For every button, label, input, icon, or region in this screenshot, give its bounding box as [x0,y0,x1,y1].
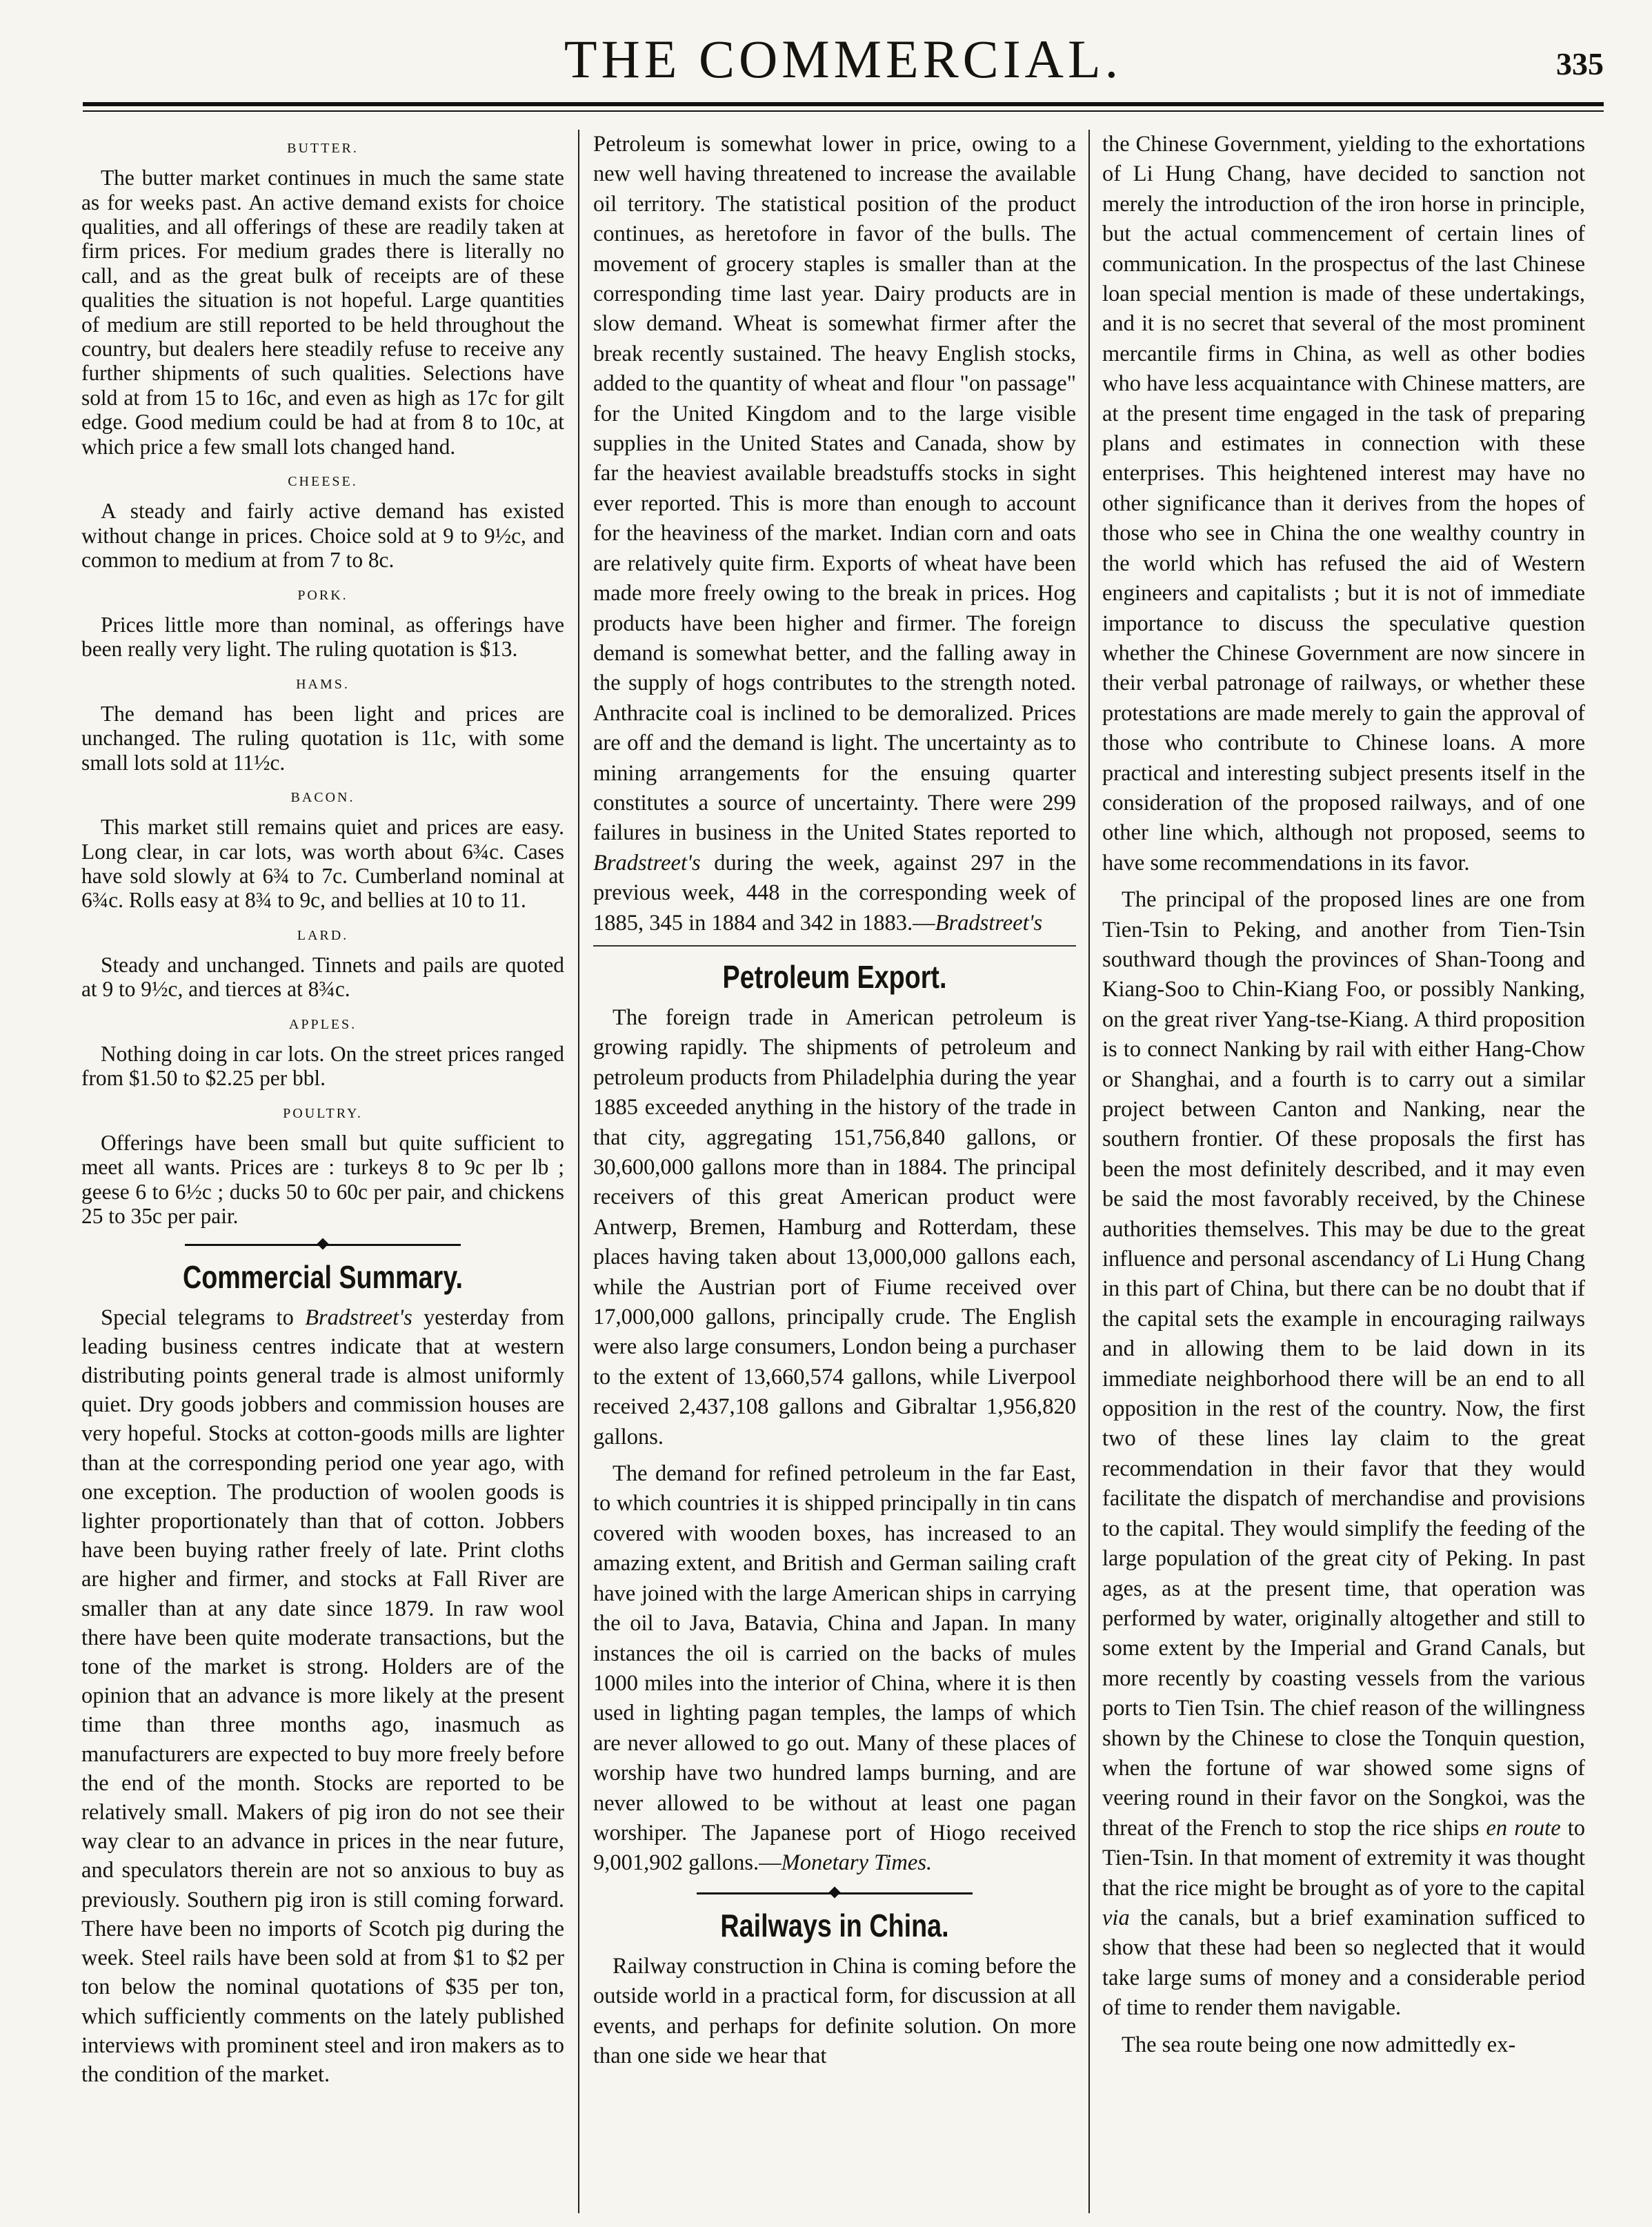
paragraph-railways-continued: the Chinese Government, yielding to the exhortations of Li Hung Chang, have decided to sanction not merely the introduction of the iron horse in principle, but the actual commencement of certain lines of communication. In the prospectus of the last Chinese loan special mention is made of these undertakings, and it is no secret that several of the most prominent mercantile firms in China, as well as other bodies who have less acquaintance with Chinese matters, are at the present time engaged in the task of preparing plans and estimates in connection with these enterprises. This heightened interest may have no other significance than it derives from the hopes of those who see in China the one wealthy country in the world which has refused the aid of Western engineers and capitalists ; but it is not of immediate importance to discuss the speculative question whether the Chinese Government are now sincere in their verbal patronage of railways, or whether these protestations are made merely to gain the approval of those who contribute to Chinese loans. A more practical and interesting subject presents itself in the consideration of the proposed railways, and of one other line which, although not proposed, seems to have some recommendations in its favor. [1102,132,1585,875]
column-divider [1088,130,1090,2213]
section-heading-bacon: BACON. [290,789,355,805]
paragraph-pork: Prices little more than nominal, as offerings have been really very light. The ruling quotation is $13. [81,612,564,662]
paragraph-petroleum-1: The foreign trade in American petroleum is growing rapidly. The shipments of petroleum and petroleum products from Philadelphia during the year 1885 exceeded anything in the history of the trade in that city, aggregating 151,756,840 gallons, or 30,600,000 gallons more than in 1884. The principal receivers of this great American product were Antwerp, Bremen, Hamburg and Rotterdam, these places having taken about 13,000,000 gallons each, while the Austrian port of Fiume received over 17,000,000 gallons, principally crude. The English were also large consumers, London being a purchaser to the extent of 13,660,574 gallons, while Liverpool received 2,437,108 gallons and Gibraltar 1,956,820 gallons. [593,1004,1076,1449]
paragraph-railways-2: The principal of the proposed lines are one from Tien-Tsin to Peking, and another from Tien-Tsin southward though the provinces of Shan-Toong and Kiang-Soo to Chin-Kiang Foo, or possibly Nanking, on the great river Yang-tse-Kiang. A third proposition is to connect Nanking by rail with either Hang-Chow or Shanghai, and a fourth is to carry out a similar project between Canton and Nanking, near the southern frontier. Of these proposals the first has been the most definitely described, and it may even be said the most favorably received, by the Chinese authorities themselves. This may be due to the great influence and personal ascendancy of Li Hung Chang in this part of China, but there can be no doubt that if the capital sets the example in encouraging railways and in allowing them to be laid down in its immediate neighborhood there will be an end to all opposition in the rest of the country. Now, the first two of these lines lay claim to the great recommendation in their favor that they would facilitate the dispatch of merchandise and provisions to the capital. They would simplify the feeding of the large population of the great city of Peking. In past ages, as at the present time, that operation was performed by water, originally altogether and still to some extent by the Imperial and Grand Canals, but more recently by coasting vessels from the various ports to Tien Tsin. The chief reason of the willingness shown by the Chinese to close the Tonquin question, when the fortune of war showed some signs of veering round in their favor on the Songkoi, was the threat of the French to stop the rice ships en route to Tien-Tsin. In that moment of extremity it was thought that the rice might be brought as of yore to the capital via the canals, but a brief examination sufficed to show that these had been so neglected that it would take large sums of money and a considerable period of time to render them navigable. [1102,887,1585,2021]
section-heading-lard: LARD. [297,927,349,943]
headline-commercial-summary: Commercial Summary. [182,1258,464,1295]
source-citation: Bradstreet's [305,1305,412,1330]
section-heading-butter: BUTTER. [287,141,359,156]
article-rule [593,945,1076,947]
paragraph-lard: Steady and unchanged. Tinnets and pails are quoted at 9 to 9½c, and tierces at 8¾c. [81,952,564,1002]
paragraph-cheese: A steady and fairly active demand has existed without change in prices. Choice sold at 9 to 9½c, and common to medium at from 7 to 8c. [81,499,564,573]
section-heading-pork: PORK. [297,587,348,603]
article-divider [593,1885,1076,1901]
section-heading-hams: HAMS. [296,676,350,692]
page-number: 335 [1556,46,1604,81]
column-1 [81,130,564,2199]
paragraph-commercial-summary: Special telegrams to Bradstreet's yesterday from leading business centres indicate that at western distributing points general trade is almost uniformly quiet. Dry goods jobbers and commission houses are very hopeful. Stocks at cotton-goods mills are lighter than at the corresponding period one year ago, with one exception. The production of woolen goods is lighter proportionately than that of cotton. Jobbers have been buying rather freely of late. Print cloths are higher and firmer, and stocks at Fall River are smaller than at any date since 1879. In raw wool there have been quite moderate transactions, but the tone of the market is strong. Holders are of the opinion that an advance is more likely at the present time than three months ago, inasmuch as manufacturers are expected to buy more freely before the end of the month. Stocks are reported to be relatively small. Makers of pig iron do not see their way clear to an advance in prices in the near future, and speculators therein are not so anxious to buy as previously. Southern pig iron is still coming forward. There have been no imports of Scotch pig during the week. Steel rails have been sold at from $1 to $2 per ton below the nominal quotations of $35 per ton, which sufficiently comments on the lately published interviews with prominent steel and iron makers as to the condition of the market. [81,1305,564,2087]
paragraph-petroleum-2: The demand for refined petroleum in the far East, to which countries it is shipped principally in tin cans covered with wooden boxes, has increased to an amazing extent, and British and German sailing craft have joined with the large American ships in carrying the oil to Java, Batavia, China and Japan. In many instances the oil is carried on the backs of mules 1000 miles into the interior of China, where it is then used in lighting pagan temples, the lamps of which are never allowed to go out. Many of these places of worship have two hundred lamps burning, and are never allowed to be without at least one pagan worshiper. The Japanese port of Hiogo received 9,001,902 gallons.—Monetary Times. [593,1461,1076,1876]
paragraph-poultry: Offerings have been small but quite sufficient to meet all wants. Prices are : turkeys 8 to 9c per lb ; geese 6 to 6½c ; ducks 50 to 60c per pair, and chickens 25 to 35c per pair. [81,1131,564,1229]
header-rule-thin [83,110,1604,112]
paragraph-hams: The demand has been light and prices are unchanged. The ruling quotation is 11c, with some small lots sold at 11½c. [81,701,564,775]
section-heading-cheese: CHEESE. [288,474,358,490]
paragraph-railways-3: The sea route being one now admittedly ex- [1122,2032,1516,2057]
column-divider [578,130,579,2213]
newspaper-title: THE COMMERCIAL. [564,29,1123,89]
source-signature: Bradstreet's [935,910,1043,936]
paragraph-railways-1: Railway construction in China is coming before the outside world in a practical form, for discussion at all events, and perhaps for definite solution. On more than one side we hear that [593,1953,1076,2068]
headline-railways-in-china: Railways in China. [720,1907,949,1943]
header-rule-thick [83,102,1604,106]
article-divider [81,1237,564,1252]
headline-petroleum-export: Petroleum Export. [722,958,947,995]
section-heading-poultry: POULTRY. [283,1105,363,1121]
masthead [83,19,1604,97]
paragraph-apples: Nothing doing in car lots. On the street prices ranged from $1.50 to $2.25 per bbl. [81,1041,564,1091]
column-3 [1102,130,1585,2199]
paragraph-butter: The butter market continues in much the same state as for weeks past. An active demand exists for choice qualities, and all offerings of these are readily taken at firm prices. For medium grades there is literally no call, and as the great bulk of receipts are of these qualities the situation is not hopeful. Large quantities of medium are still reported to be held throughout the country, but dealers here steadily refuse to receive any further shipments of such qualities. Selections have sold at from 15 to 16c, and even as high as 17c for gilt edge. Good medium could be had at from 8 to 10c, at which price a few small lots changed hand. [81,166,564,459]
paragraph-bacon: This market still remains quiet and prices are easy. Long clear, in car lots, was worth about 6¾c. Cases have sold slowly at 6¾ to 7c. Cumberland nominal at 6¾c. Rolls easy at 8¾ to 9c, and bellies at 10 to 11. [81,815,564,913]
column-2 [593,130,1076,2199]
paragraph-summary-continued: Petroleum is somewhat lower in price, owing to a new well having threatened to increase the available oil territory. The statistical position of the product continues, as heretofore in favor of the bulls. The movement of grocery staples is smaller than at the corresponding time last year. Dairy products are in slow demand. Wheat is somewhat firmer after the break recently sustained. The heavy English stocks, added to the quantity of wheat and flour "on passage" for the United Kingdom and to the large visible supplies in the United States and Canada, show by far the heaviest available breadstuffs stocks in sight ever reported. This is more than enough to account for the heaviness of the market. Indian corn and oats are relatively quite firm. Exports of wheat have been made more freely owing to the break in prices. Hog products have been higher and firmer. The foreign demand is somewhat better, and the falling away in the supply of hogs contributes to the strength noted. Anthracite coal is inclined to be demoralized. Prices are off and the demand is light. The uncertainty as to mining arrangements for the ensuing quarter constitutes a source of uncertainty. There were 299 failures in business in the United States reported to Bradstreet's during the week, against 297 in the previous week, 448 in the corresponding week of 1885, 345 in 1884 and 342 in 1883.—Bradstreet's [593,132,1076,936]
source-signature: Monetary Times. [781,1850,933,1876]
section-heading-apples: APPLES. [288,1016,357,1032]
